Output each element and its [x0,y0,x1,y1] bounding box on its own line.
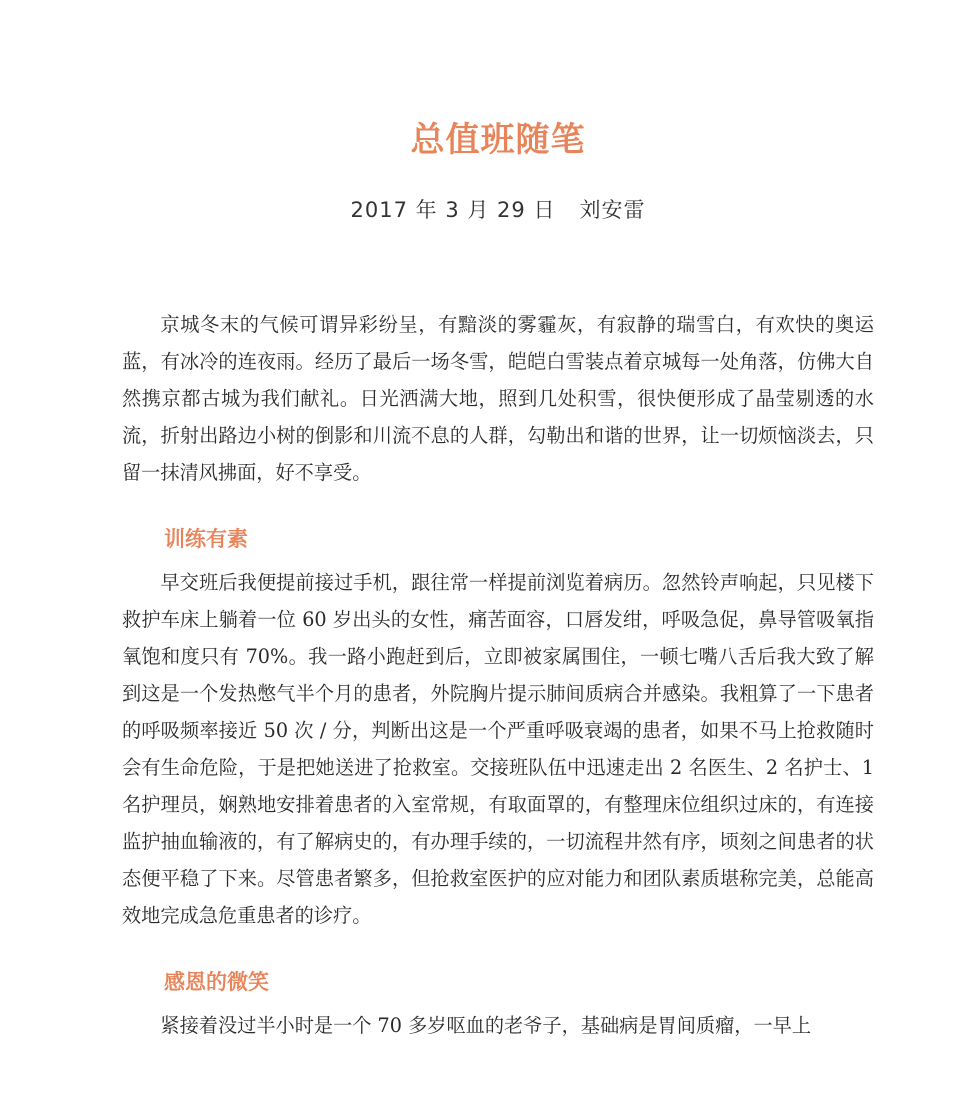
intro-paragraph: 京城冬末的气候可谓异彩纷呈，有黯淡的雾霾灰，有寂静的瑞雪白，有欢快的奥运蓝，有冰冷的连夜雨。经历了最后一场冬雪，皑皑白雪装点着京城每一处角落，仿佛大自然携京都古城为我们献礼。日光洒满大地，照到几处积雪，很快便形成了晶莹剔透的水流，折射出路边小树的倒影和川流不息的人群，勾勒出和谐的世界，让一切烦恼淡去，只留一抹清风拂面，好不享受。 [122,313,874,484]
section-paragraph-gratitude: 紧接着没过半小时是一个 70 多岁呕血的老爷子，基础病是胃间质瘤，一早上 [160,1014,812,1037]
byline [122,194,874,224]
article-author: 刘安雷 [579,198,646,222]
section-heading-training: 训练有素 [164,527,248,551]
section-paragraph-training: 早交班后我便提前接过手机，跟往常一样提前浏览着病历。忽然铃声响起，只见楼下救护车床上躺着一位 60 岁出头的女性，痛苦面容，口唇发绀，呼吸急促，鼻导管吸氧指氧饱和度只有 70%。我一路小跑赶到后，立即被家属围住，一顿七嘴八舌后我大致了解到这是一个发热憋气半个月的患者，外院胸片提示肺间质病合并感染。我粗算了一下患者的呼吸频率接近 50 次 / 分，判断出这是一个严重呼吸衰竭的患者，如果不马上抢救随时会有生命危险，于是把她送进了抢救室。交接班队伍中迅速走出 2 名医生、2 名护士、1 名护理员，娴熟地安排着患者的入室常规，有取面罩的，有整理床位组织过床的，有连接监护抽血输液的，有了解病史的，有办理手续的，一切流程井然有序，顷刻之间患者的状态便平稳了下来。尽管患者繁多，但抢救室医护的应对能力和团队素质堪称完美，总能高效地完成急危重患者的诊疗。 [122,571,874,927]
article-title: 总值班随笔 [410,120,586,160]
article-date: 2017 年 3 月 29 日 [350,198,556,222]
section-heading-gratitude: 感恩的微笑 [164,970,269,994]
article-body [122,306,874,1044]
